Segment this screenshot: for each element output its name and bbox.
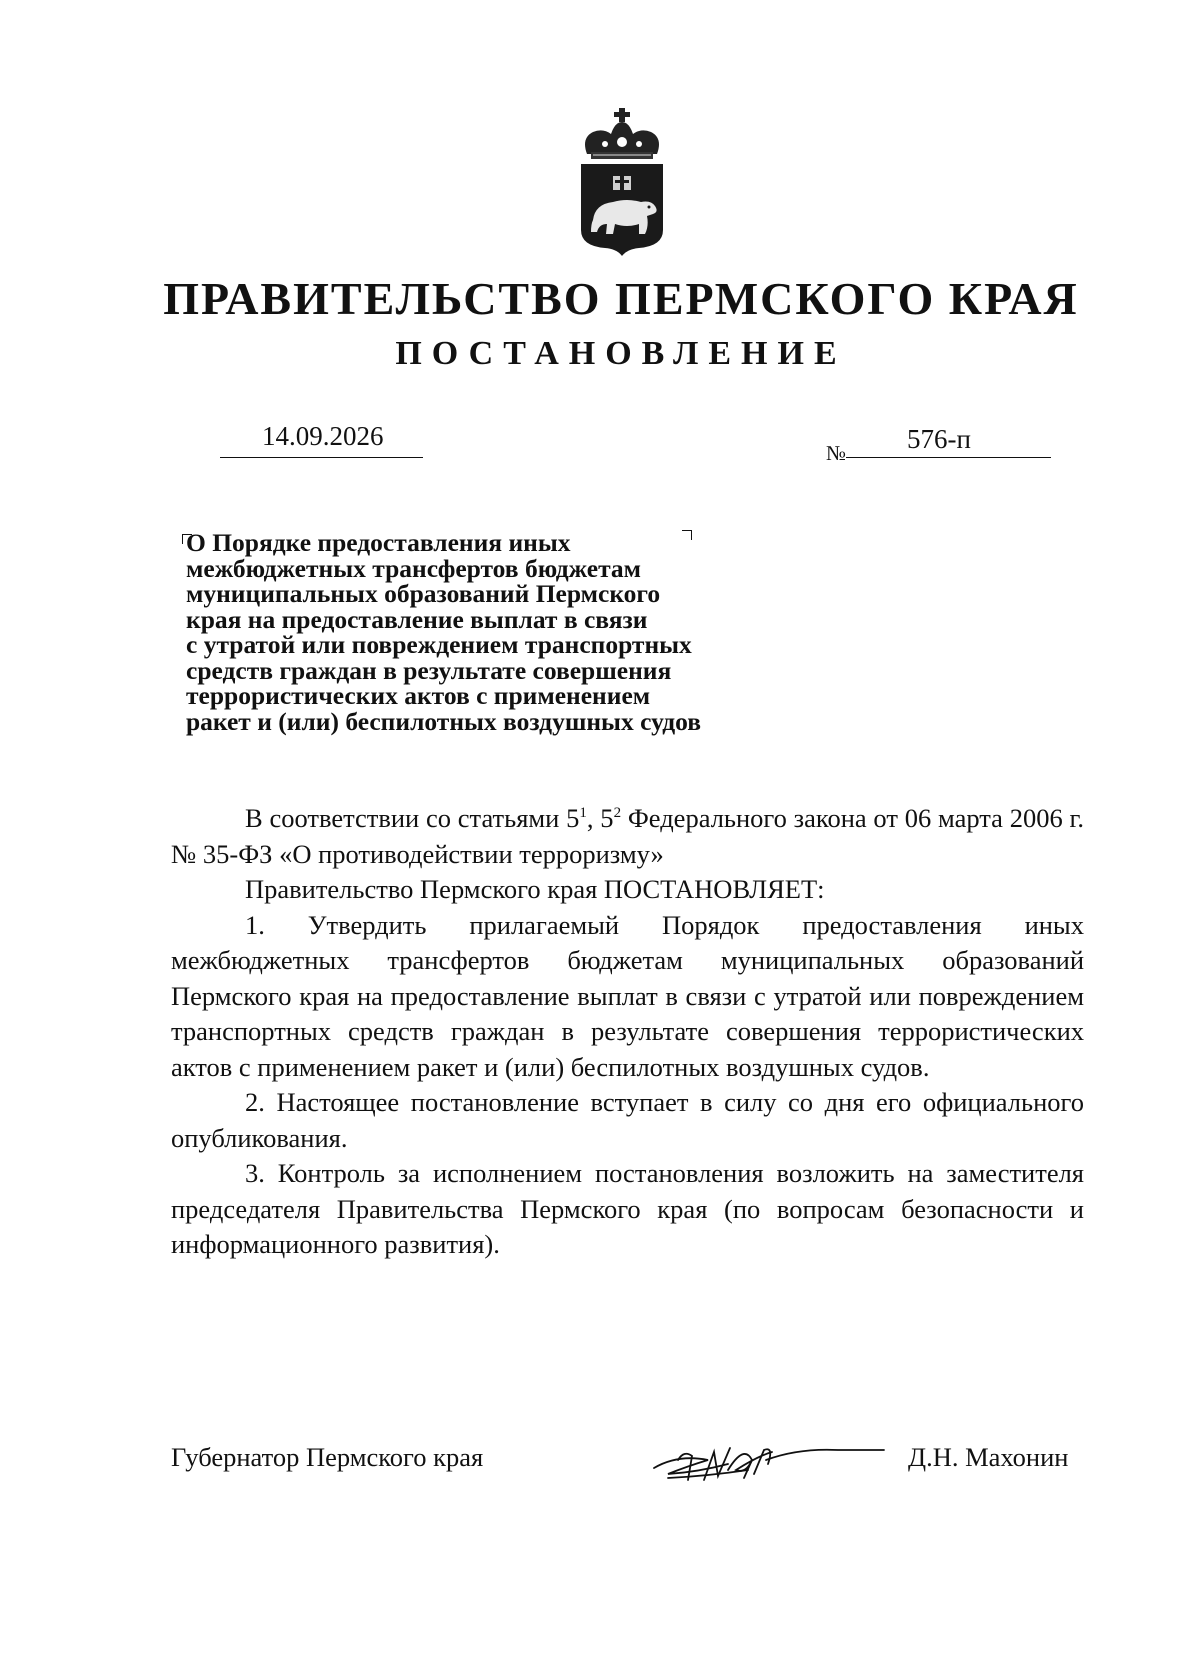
number-underline <box>846 457 1051 458</box>
document-type: ПОСТАНОВЛЕНИЕ <box>395 335 847 372</box>
article-superscript: 1 <box>579 805 587 822</box>
clause-3: 3. Контроль за исполнением постановления возложить на заместителя председателя Правительства Пермского края (по вопросам безопасности и информационного развития). <box>171 1158 1084 1259</box>
signatory-name: Д.Н. Махонин <box>908 1442 1069 1472</box>
resolution-paragraph: Правительство Пермского края ПОСТАНОВЛЯЕТ: <box>245 874 825 904</box>
clause-2: 2. Настоящее постановление вступает в силу со дня его официального опубликования. <box>171 1087 1084 1153</box>
subject-line: межбюджетных трансфертов бюджетам <box>186 553 642 583</box>
number-sign: № <box>826 441 847 465</box>
subject-line: муниципальных образований Пермского <box>186 579 661 608</box>
clause-1: 1. Утвердить прилагаемый Порядок предоставления иных межбюджетных трансфертов бюджетам муниципальных образований Пермского края на предоставление выплат в связи с утратой или повреждением транспортных средств граждан в результате совершения террористических актов с применением ракет и (или) беспилотных воздушных судов. <box>171 909 1084 1082</box>
coat-of-arms-icon <box>575 108 669 256</box>
subject-line: террористических актов с применением <box>186 681 651 710</box>
preamble-paragraph <box>171 801 1084 872</box>
document-number: 576-п <box>907 424 971 454</box>
document-body <box>171 801 1084 1263</box>
document-subject <box>186 530 786 734</box>
handwritten-signature <box>648 1430 888 1490</box>
preamble-text: , 5 <box>586 803 614 833</box>
subject-line: ракет и (или) беспилотных воздушных судов <box>186 706 701 736</box>
subject-line: края на предоставление выплат в связи <box>186 604 648 634</box>
article-superscript: 2 <box>613 805 622 822</box>
preamble-text: В соответствии со статьями 5 <box>245 803 580 833</box>
subject-line: средств граждан в результате совершения <box>186 655 672 685</box>
signatory-title: Губернатор Пермского края <box>171 1442 484 1472</box>
preamble-text: Федерального закона от 06 марта 2006 г. № 35-ФЗ «О противодействии терроризму» <box>171 803 1084 869</box>
date-underline <box>220 457 423 458</box>
subject-line: О Порядке предоставления иных <box>186 528 571 557</box>
subject-line: с утратой или повреждением транспортных <box>186 630 692 659</box>
organization-title: ПРАВИТЕЛЬСТВО ПЕРМСКОГО КРАЯ <box>163 273 1079 324</box>
document-date: 14.09.2026 <box>262 421 384 451</box>
